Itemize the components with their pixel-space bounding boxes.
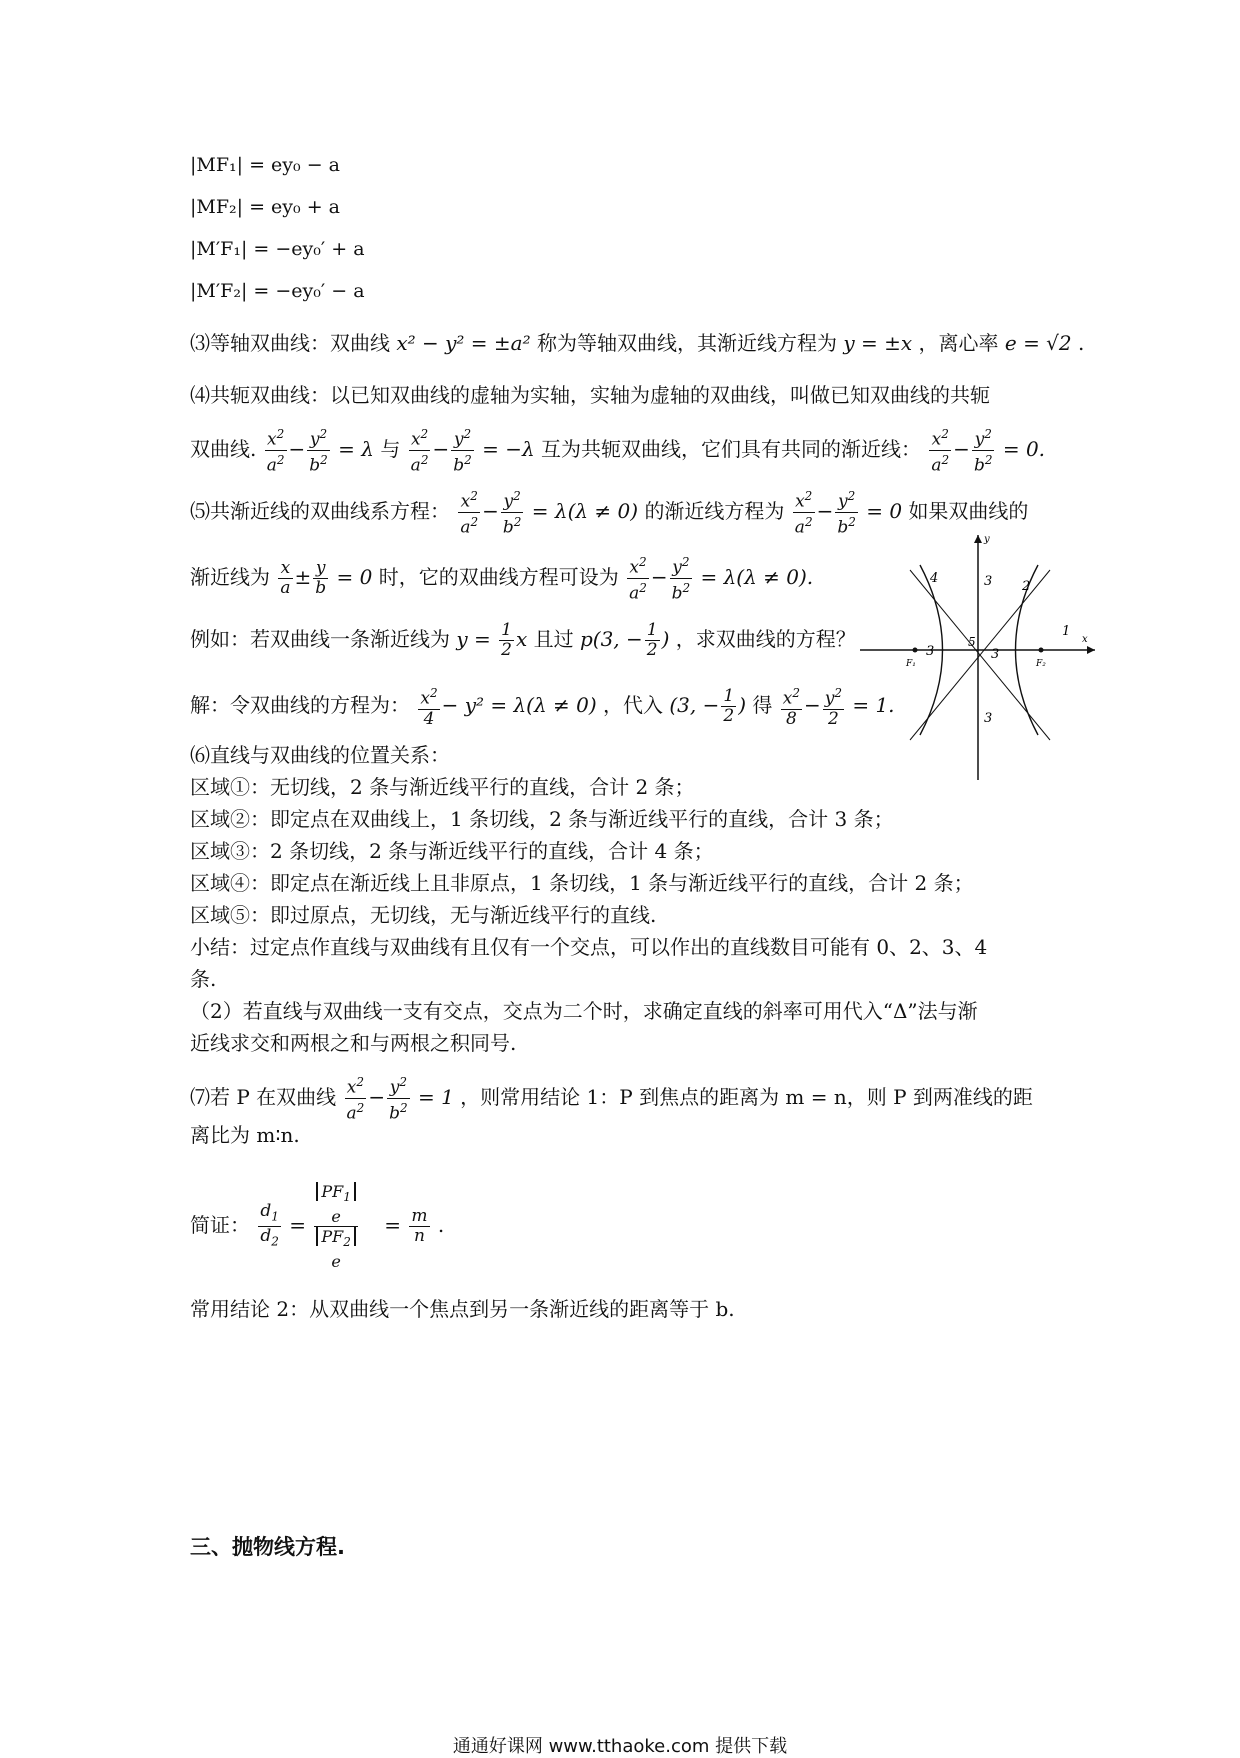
region-1: 区域①：无切线，2 条与渐近线平行的直线，合计 2 条； [190,775,695,799]
item5-eq2-rhs: = 0 [866,499,903,523]
solution-eq-rhs: − y² = λ(λ ≠ 0) [441,693,597,717]
region-3: 区域③：2 条切线，2 条与渐近线平行的直线，合计 4 条； [190,839,714,863]
region-label-5: 5 [968,635,976,649]
item4-eq2-rhs: = −λ [482,437,535,461]
item4-text-a: 双曲线. [190,437,257,461]
frac-d1-d2: $\frac{d_1}{d_2}$ [260,1200,279,1249]
item3-text-b: 称为等轴双曲线，其渐近线方程为 [536,331,837,355]
example-point-b: ) [661,627,670,651]
item5-eq1-rhs: = λ(λ ≠ 0) [531,499,639,523]
frac-y2-2: $\frac{y^2}{2}$ [824,686,842,729]
focal-radius-3: |M′F₁| = −ey₀′ + a [190,238,365,260]
frac-x2-a2: $\frac{x^2}{a^2}$ [794,489,813,538]
solution-text-c: 得 [752,693,773,717]
item4-text-b: 与 [380,437,401,461]
item5-text-b: 的渐近线方程为 [644,499,785,523]
f1-label: F₁ [906,659,916,669]
item4-eq1-rhs: = λ [338,437,374,461]
region-label-3-bottom: 3 [984,711,993,726]
item3-text-a: ⑶等轴双曲线：双曲线 [190,331,390,355]
region-label-3-left: 3 [926,644,935,659]
frac-x2-a2: $\frac{x^2}{a^2}$ [410,427,429,476]
frac-1-2: $\frac{1}{2}$ [646,620,658,660]
example-asym-rhs: x [515,627,528,651]
focal-radius-2: |MF₂| = ey₀ + a [190,196,340,218]
item5-line1: ⑸共渐近线的双曲线系方程： $\frac{x^2}{a^2}$ − $\frac{y^2}{b^2}$ = λ(λ ≠ 0) 的渐近线方程为 $\frac{x^2}{a^2}$ − $\frac{y^2}{b^2}$ = 0 如果双曲线的 [190,489,1029,538]
focal-radius-1: |MF₁| = ey₀ − a [190,154,340,176]
frac-1-2: $\frac{1}{2}$ [501,620,512,660]
focus-f1 [913,648,918,653]
item7-text-a: ⑺若 P 在双曲线 [190,1085,337,1109]
item4-text-c: 互为共轭双曲线，它们具有共同的渐近线： [541,437,922,461]
focal-radius-4: |M′F₂| = −ey₀′ − a [190,280,365,302]
item5-text-e: 时，它的双曲线方程可设为 [378,565,619,589]
frac-y2-b2: $\frac{y^2}{b^2}$ [309,427,328,476]
conclusion2: 常用结论 2：从双曲线一个焦点到另一条渐近线的距离等于 b. [190,1297,735,1321]
item4-eq3-rhs: = 0. [1002,437,1046,461]
frac-x2-a2: $\frac{x^2}{a^2}$ [346,1075,365,1124]
item5-text-d: 渐近线为 [190,565,270,589]
page-footer: 通通好课网 www.tthaoke.com 提供下载 [452,1736,788,1757]
item3-asymptote: y = ±x [843,331,913,355]
solution-text-a: 解：令双曲线的方程为： [190,693,410,717]
item3-equilateral [190,328,1084,358]
frac-1-2: $\frac{1}{2}$ [723,686,735,726]
frac-x-a: $\frac{x}{a}$ [280,558,291,598]
item6-title: ⑹直线与双曲线的位置关系： [190,743,450,767]
frac-pf-ratio: $PF_1$ e $PF_2$ e [314,1182,358,1271]
item5-line2: 渐近线为 $\frac{x}{a}$ ± $\frac{y}{b}$ = 0 时，它的双曲线方程可设为 $\frac{x^2}{a^2}$ − $\frac{y^2}{b^2}$ = λ(λ ≠ 0). [190,555,814,604]
item5-text-c: 如果双曲线的 [908,499,1029,523]
frac-x2-a2: $\frac{x^2}{a^2}$ [266,427,285,476]
example-text-c: ，求双曲线的方程？ [675,627,856,651]
region-2: 区域②：即定点在双曲线上，1 条切线，2 条与渐近线平行的直线，合计 3 条； [190,807,894,831]
frac-x2-a2: $\frac{x^2}{a^2}$ [931,427,950,476]
example-text-a: 例如：若双曲线一条渐近线为 [190,627,450,651]
region-5: 区域⑤：即过原点，无切线，无与渐近线平行的直线. [190,903,657,927]
y-axis-arrow [974,535,982,543]
section3-title: 三、抛物线方程. [190,1535,345,1559]
note-line1: （2）若直线与双曲线一支有交点，交点为二个时，求确定直线的斜率可用代入“Δ”法与渐 [190,999,978,1023]
frac-y2-b2: $\frac{y^2}{b^2}$ [453,427,472,476]
item3-end: . [1078,331,1085,355]
item4-line1: ⑷共轭双曲线：以已知双曲线的虚轴为实轴，实轴为虚轴的双曲线，叫做已知双曲线的共轭 [190,383,990,407]
frac-y2-b2: $\frac{y^2}{b^2}$ [502,489,522,538]
item3-equation: x² − y² = ±a² [396,331,531,355]
hyperbola-diagram [860,530,1100,780]
item5-eq3-rhs: = λ(λ ≠ 0). [700,565,814,589]
summary-line2: 条. [190,967,217,991]
region-4: 区域④：即定点在渐近线上且非原点，1 条切线，1 条与渐近线平行的直线，合计 2 条； [190,871,974,895]
item5-asym-rhs: = 0 [336,565,373,589]
item5-text-a: ⑸共渐近线的双曲线系方程： [190,499,450,523]
item7-line1: ⑺若 P 在双曲线 $\frac{x^2}{a^2}$ − $\frac{y^2}{b^2}$ = 1 ，则常用结论 1：P 到焦点的距离为 m = n，则 P 到两准线的距 [190,1075,1033,1124]
item7-eq-rhs: = 1 [417,1085,454,1109]
frac-y2-b2: $\frac{y^2}{b^2}$ [973,427,993,476]
item7-text-b: ，则常用结论 1：P 到焦点的距离为 m = n，则 P 到两准线的距 [460,1085,1033,1109]
frac-x2-a2: $\frac{x^2}{a^2}$ [460,489,479,538]
frac-y2-b2: $\frac{y^2}{b^2}$ [671,555,691,604]
frac-x2-a2: $\frac{x^2}{a^2}$ [629,555,647,604]
summary-line1: 小结：过定点作直线与双曲线有且仅有一个交点，可以作出的直线数目可能有 0、2、3、4 [190,935,988,959]
example-line [190,614,856,664]
note-line2: 近线求交和两根之和与两根之积同号. [190,1031,517,1055]
proof-end: . [437,1213,445,1237]
x-axis-arrow [1087,646,1095,654]
proof-label: 简证： [190,1213,250,1237]
region-label-1: 1 [1062,624,1071,639]
item3-text-c: ，离心率 [918,331,999,355]
region-label-2: 2 [1022,579,1031,594]
region-label-4: 4 [930,571,939,586]
proof-line: 简证： $\frac{d_1}{d_2}$ = $PF_1$ e $PF_2$ e = $\frac{m}{n}$ . [190,1181,445,1272]
solution-line: 解：令双曲线的方程为： $\frac{x^2}{4}$ − y² = λ(λ ≠ 0) ，代入 (3, − $\frac{1}{2}$ ) 得 $\frac{x^2}{8}$ − $\frac{y^2}{2}$ = 1. [190,686,895,729]
item4-line2: 双曲线. $\frac{x^2}{a^2}$ − $\frac{y^2}{b^2}$ = λ 与 $\frac{x^2}{a^2}$ − $\frac{y^2}{b^2}$ = −λ 互为共轭双曲线，它们具有共同的渐近线： $\frac{x^2}{a^2}$ − $\frac{y^2}{b^2}$ = 0. [190,427,1046,476]
region-label-3-top: 3 [984,574,993,589]
example-point-a: p(3, − [579,627,643,651]
item7-line2: 离比为 m∶n. [190,1123,300,1147]
solution-point-b: ) [738,693,747,717]
item3-eccentricity: e = √2 [1004,331,1072,355]
frac-x2-4: $\frac{x^2}{4}$ [420,686,438,729]
focus-f2 [1039,648,1044,653]
solution-point-a: (3, − [669,693,720,717]
example-text-b: 且过 [533,627,574,651]
proof-equals: = [289,1213,307,1237]
y-axis-label: y [984,534,990,545]
solution-text-b: ，代入 [603,693,664,717]
frac-x2-8: $\frac{x^2}{8}$ [782,686,800,729]
region-label-3-right: 3 [991,647,1000,662]
frac-y-b: $\frac{y}{b}$ [315,558,327,598]
frac-y2-b2: $\frac{y^2}{b^2}$ [389,1075,408,1124]
x-axis-label: x [1082,634,1088,645]
f2-label: F₂ [1036,659,1046,669]
frac-m-n: $\frac{m}{n}$ [411,1206,428,1246]
example-asym-lhs: y = [456,627,491,651]
solution-result-rhs: = 1. [852,693,895,717]
frac-y2-b2: $\frac{y^2}{b^2}$ [837,489,856,538]
